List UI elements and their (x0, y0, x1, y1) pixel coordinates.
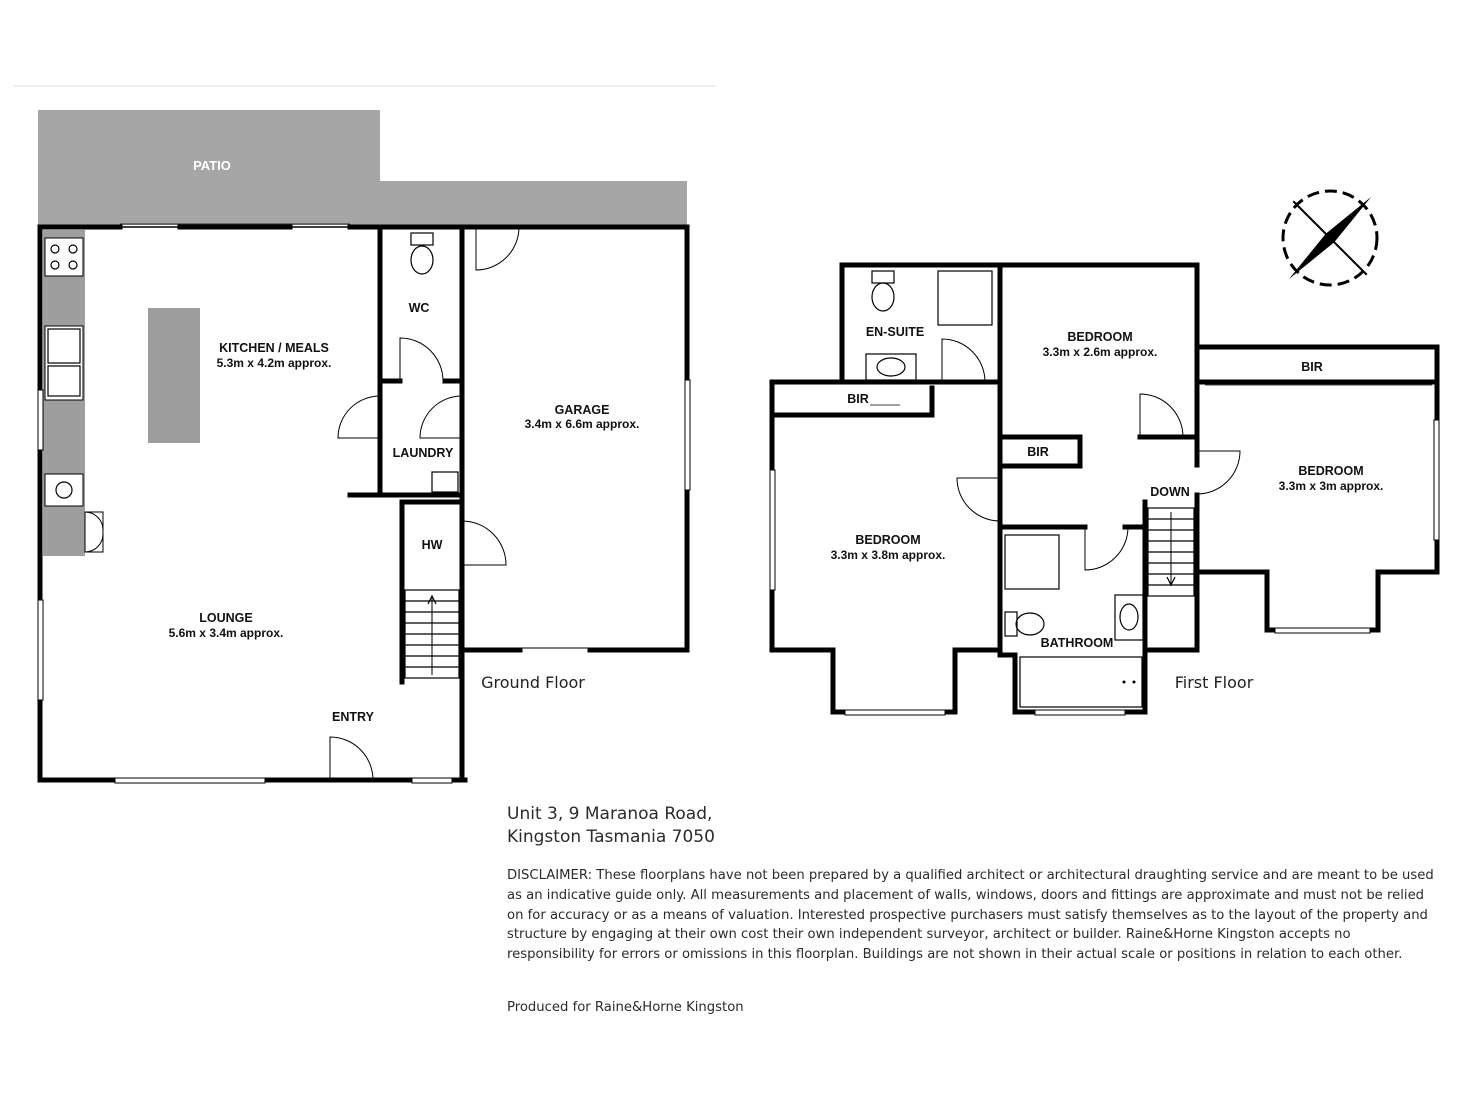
kitchen-size: 5.3m x 4.2m approx. (216, 356, 332, 370)
bedroom-right-size: 3.3m x 3m approx. (1278, 479, 1384, 493)
bir-mid-label: BIR (1027, 445, 1049, 459)
lounge-label: LOUNGE (199, 611, 253, 625)
hw-label: HW (421, 538, 443, 552)
north-arrow-icon (1252, 160, 1408, 316)
ground-floor-plan (38, 110, 690, 783)
staircase-icon (405, 590, 459, 678)
ensuite-shower-icon (938, 271, 992, 325)
appliance-icon (45, 474, 83, 506)
toilet-icon (411, 233, 433, 274)
first-floor-plan (770, 265, 1439, 715)
first-floor-label: First Floor (1174, 673, 1254, 692)
patio-area (38, 110, 687, 225)
bedroom-top-label: BEDROOM (1067, 330, 1133, 344)
bedroom-top-size: 3.3m x 2.6m approx. (1042, 345, 1158, 359)
bathroom-basin-icon (1115, 595, 1143, 640)
bathroom-label: BATHROOM (1040, 636, 1114, 650)
cooktop-icon (45, 238, 83, 276)
ground-floor-label: Ground Floor (481, 673, 585, 692)
address-line-2: Kingston Tasmania 7050 (507, 827, 715, 847)
bathroom-toilet-icon (1005, 612, 1044, 636)
kitchen-sink-icon (45, 326, 83, 400)
bedroom-right-label: BEDROOM (1298, 464, 1364, 478)
address-line-1: Unit 3, 9 Maranoa Road, (507, 804, 713, 824)
garage-label: GARAGE (554, 403, 610, 417)
bir-left-label: BIR (847, 392, 869, 406)
produced-for-text: Produced for Raine&Horne Kingston (507, 1000, 744, 1015)
garage-size: 3.4m x 6.6m approx. (524, 417, 640, 431)
kitchen-label: KITCHEN / MEALS (219, 341, 329, 355)
bedroom-left-label: BEDROOM (855, 533, 921, 547)
kitchen-island (148, 308, 200, 443)
laundry-label: LAUNDRY (392, 446, 454, 460)
ensuite-toilet-icon (872, 271, 894, 311)
bathroom-shower-icon (1005, 535, 1059, 589)
staircase-down-icon (1148, 508, 1194, 596)
north-letter: N (1320, 229, 1339, 248)
down-label: DOWN (1150, 485, 1190, 499)
entry-label: ENTRY (332, 710, 374, 724)
lounge-size: 5.6m x 3.4m approx. (168, 626, 284, 640)
disclaimer-text: DISCLAIMER: These floorplans have not been prepared by a qualified architect or architectural draughting service and are meant to be used as an indicative guide only. All measurements and placement of walls, windows, doors and fittings are approximate and must not be relied on for accuracy or as a means of valuation. Interested prospective purchasers must satisfy themselves as to the layout of the property and structure by engaging at their own cost their own independent surveyor, architect or builder. Raine&Horne Kingston accepts no responsibility for errors or omissions in this floorplan. Buildings are not shown in their actual scale or positions in relation to each other. (507, 868, 1434, 963)
bir-right-label: BIR (1301, 360, 1323, 374)
patio-label: PATIO (193, 158, 231, 173)
ensuite-basin-icon (866, 354, 916, 380)
bedroom-left-size: 3.3m x 3.8m approx. (830, 548, 946, 562)
wc-label: WC (408, 301, 430, 315)
ensuite-label: EN-SUITE (865, 325, 925, 339)
property-address (507, 803, 715, 849)
